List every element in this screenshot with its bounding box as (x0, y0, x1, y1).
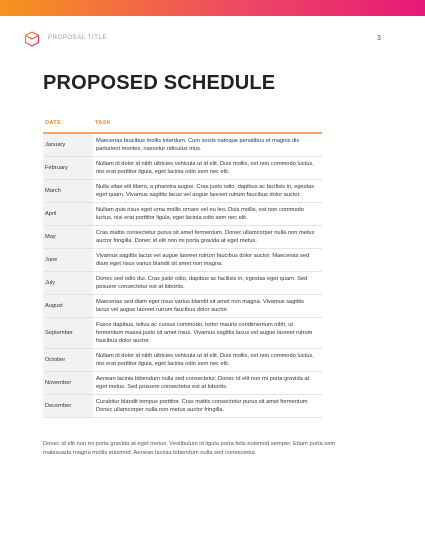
accent-bar (0, 0, 425, 16)
task-cell: Maecenas faucibus mollis interdum. Cum sociis natoque penatibus et magnis dis parturient montes, nascetur ridiculus mus. (96, 138, 300, 152)
table-row (43, 395, 322, 418)
table-row (43, 203, 322, 226)
proposal-title: PROPOSAL TITLE (48, 35, 108, 41)
closing-paragraph: Donec id elit non mi porta gravida at eget metus. Vestibulum id ligula porta felis euismod semper. Etiam porta sem malesuada magna mollis euismod. Aenean lacinia bibendum nulla sed consectetur. (43, 441, 336, 456)
table-row (43, 295, 322, 318)
task-cell: Nullam quis risus eget urna mollis ornare vel eu leo. Duis mollis, est non commodo luctus, nisi erat porttitor ligula, eget lacinia odio sem nec elit. (96, 207, 304, 221)
date-cell: August (43, 295, 93, 317)
task-cell: Vivamus sagittis lacus vel augue laoreet rutrum faucibus dolor auctor. Maecenas sed diam eget risus varius blandit sit amet non magna. (96, 253, 310, 267)
table-row (43, 318, 322, 349)
table-row (43, 226, 322, 249)
table-header (43, 120, 322, 134)
page-title: PROPOSED SCHEDULE (43, 72, 276, 94)
table-row (43, 157, 322, 180)
table-row (43, 180, 322, 203)
table-row (43, 349, 322, 372)
column-header-task: TASK (95, 120, 112, 126)
date-cell: November (43, 372, 93, 394)
task-cell: Maecenas sed diam eget risus varius blandit sit amet non magna. Vivamus sagittis lacus vel augue laoreet rutrum faucibus dolor auctor. (96, 299, 304, 313)
date-cell: June (43, 249, 93, 271)
page-number: 3 (377, 35, 381, 42)
date-cell: July (43, 272, 93, 294)
date-cell: May (43, 226, 93, 248)
table-row (43, 272, 322, 295)
task-cell: Donec sed odio dui. Cras justo odio, dapibus ac facilisis in, egestas eget quam. Sed posuere consectetur est at lobortis. (96, 276, 308, 290)
task-cell: Nullam id dolor id nibh ultricies vehicula ut id elit. Duis mollis, est non commodo luctus, nisi erat porttitor ligula, eget lacinia odio sem nec elit. (96, 161, 314, 175)
task-cell: Nullam id dolor id nibh ultricies vehicula ut id elit. Duis mollis, est non commodo luctus, nisi erat porttitor ligula, eget lacinia odio sem nec elit. (96, 353, 314, 367)
table-row (43, 249, 322, 272)
task-cell: Cras mattis consectetur purus sit amet fermentum. Donec ullamcorper nulla non metus auctor fringilla. Donec id elit non mi porta gravida at eget metus. (96, 230, 315, 244)
task-cell: Fusce dapibus, tellus ac cursus commodo, tortor mauris condimentum nibh, ut fermentum massa justo sit amet risus. Vivamus sagittis lacus vel augue laoreet rutrum faucibus dolor auctor. (96, 322, 313, 344)
date-cell: April (43, 203, 93, 225)
table-row (43, 134, 322, 157)
date-cell: January (43, 134, 93, 156)
task-cell: Curabitur blandit tempus porttitor. Cras mattis consectetur purus sit amet fermentum Donec ullamcorper nulla non metus auctor fringilla. (96, 399, 308, 413)
cube-logo-icon (24, 31, 40, 47)
column-header-date: DATE (45, 120, 62, 126)
date-cell: February (43, 157, 93, 179)
schedule-table (43, 120, 322, 418)
date-cell: December (43, 395, 93, 417)
task-cell: Nulla vitae elit libero, a pharetra augue. Cras justo odio, dapibus ac facilisis in, egestas eget quam. Vivamus sagittis lacus vel augue laoreet rutrum faucibus dolor auctor. (96, 184, 315, 198)
date-cell: March (43, 180, 93, 202)
date-cell: October (43, 349, 93, 371)
task-cell: Aenean lacinia bibendum nulla sed consectetur. Donec id elit non mi porta gravida at eget metus. Sed posuere consectetur est at lobortis. (96, 376, 310, 390)
table-row (43, 372, 322, 395)
date-cell: September (43, 318, 93, 348)
